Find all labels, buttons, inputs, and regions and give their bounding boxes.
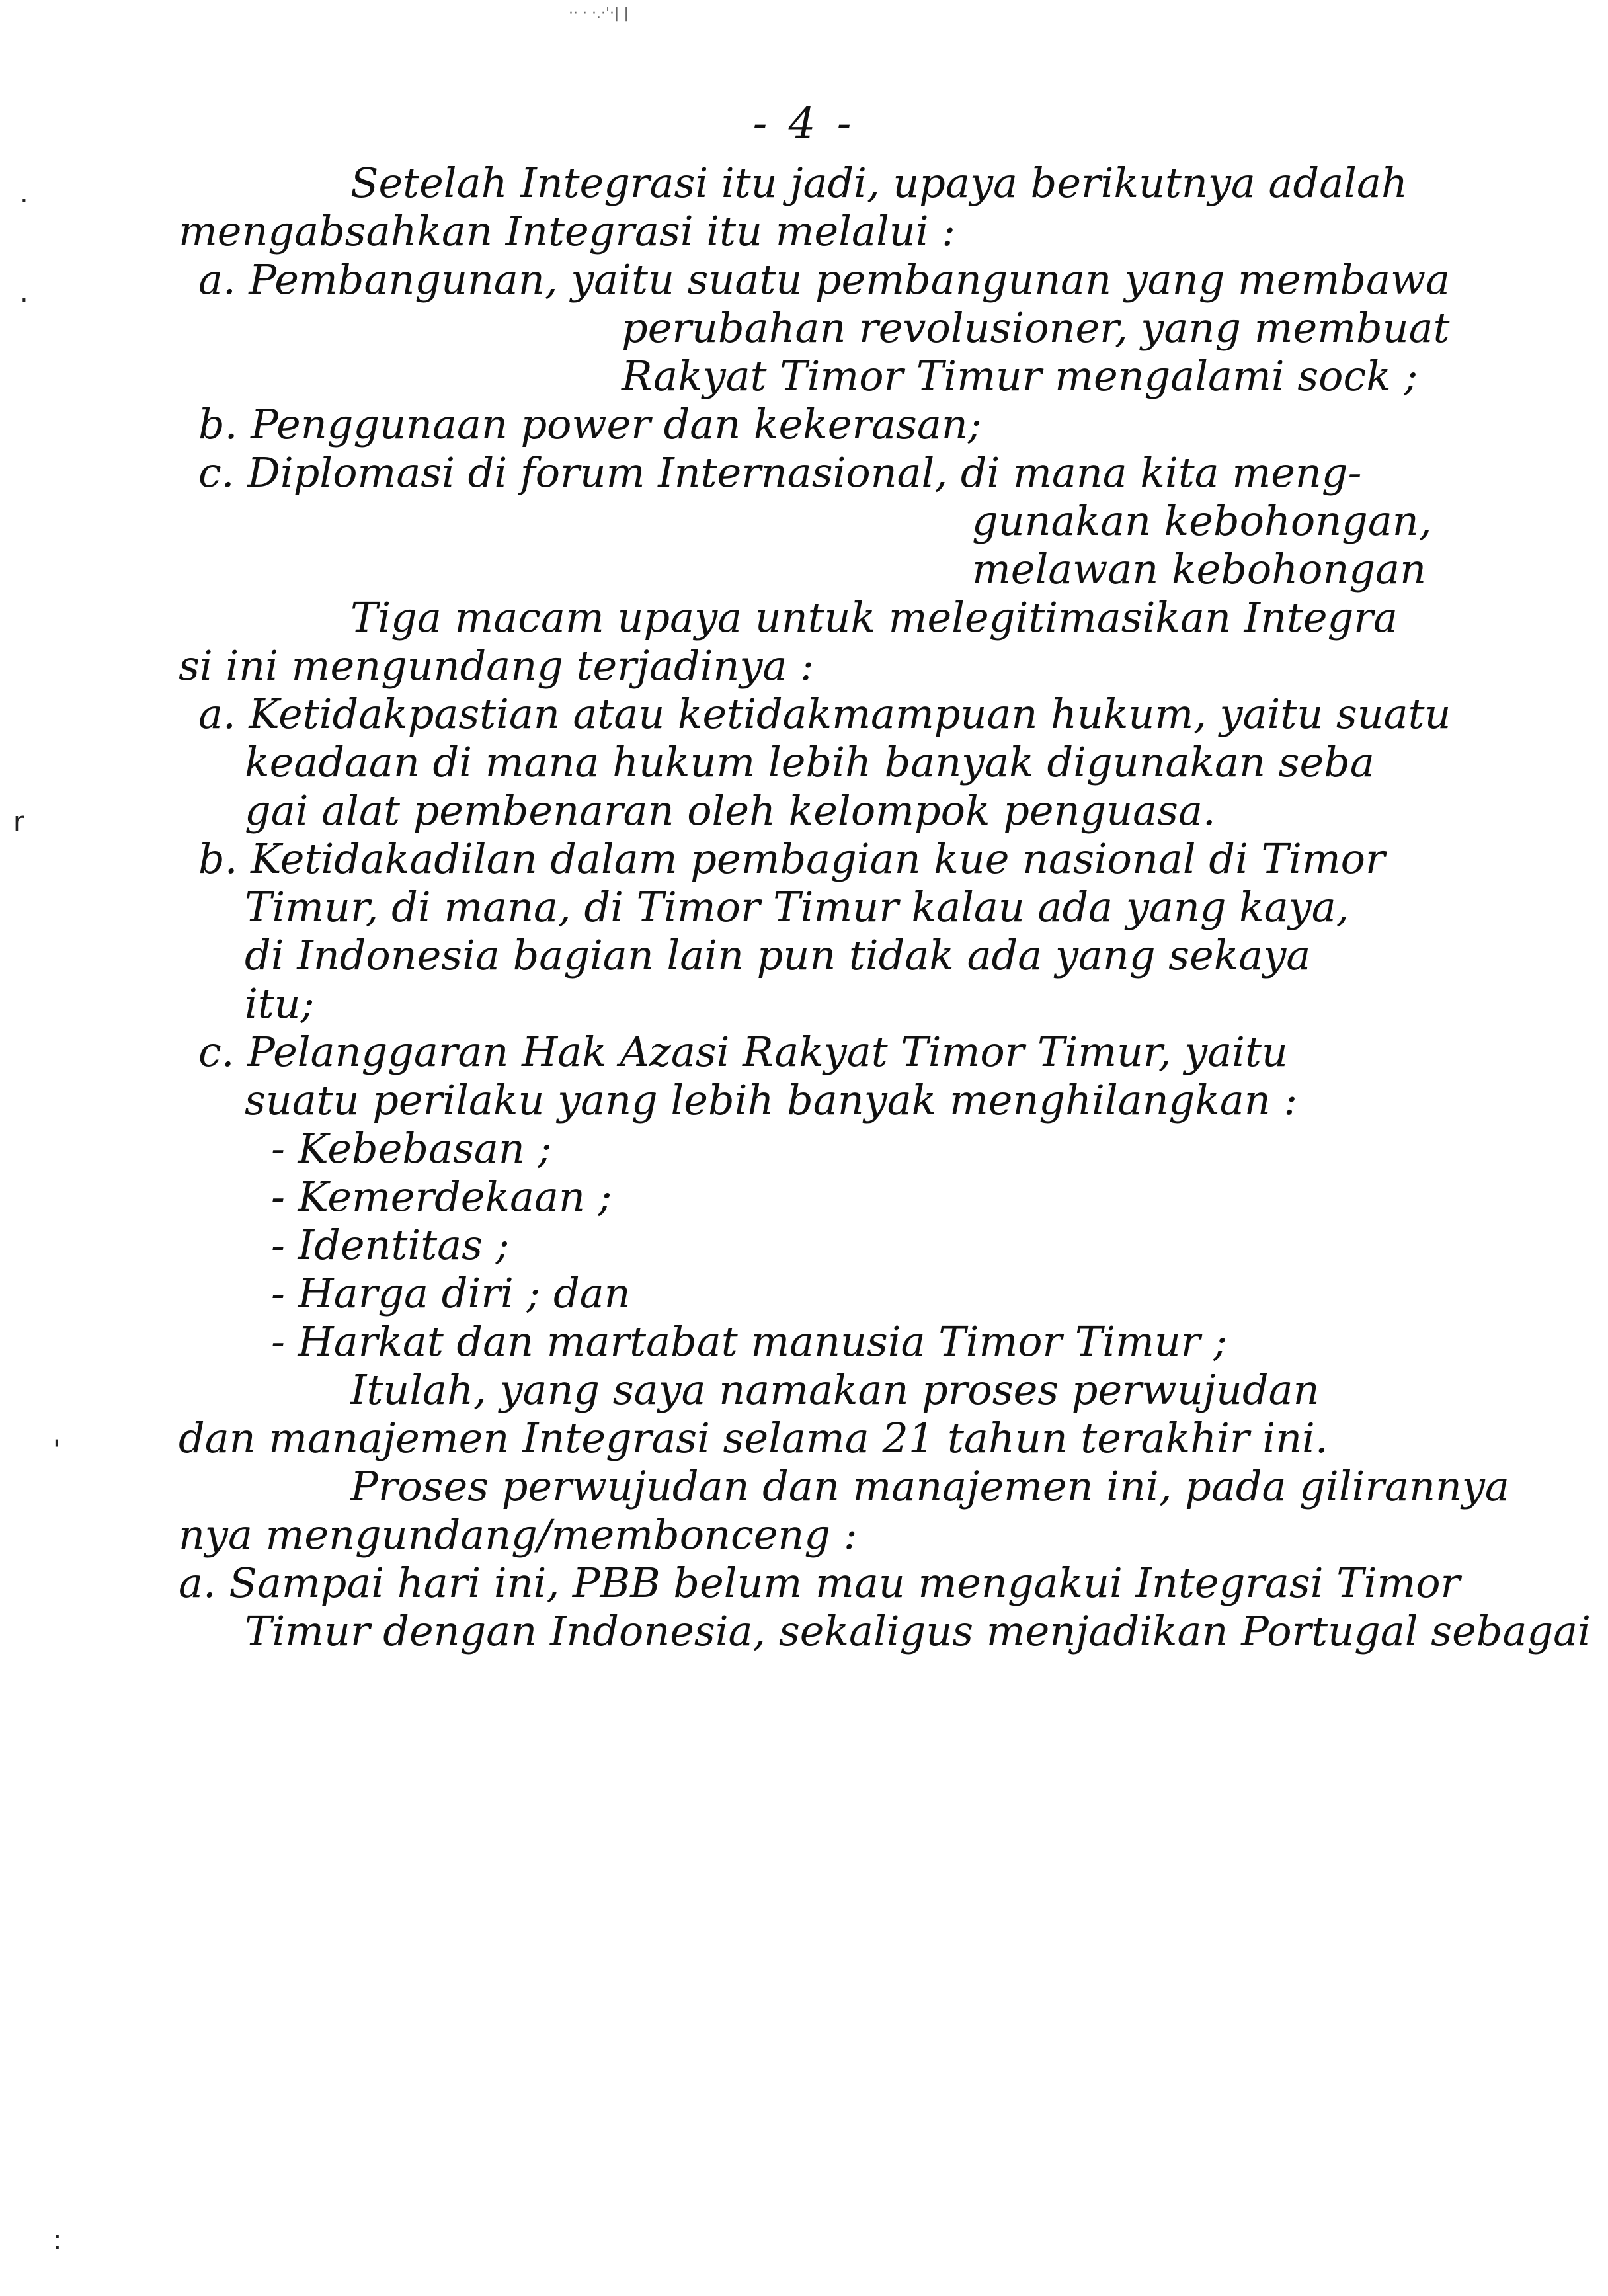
- text-line: mengabsahkan Integrasi itu melalui :: [179, 207, 956, 255]
- text-line: Timur, di mana, di Timor Timur kalau ada yang kaya,: [245, 883, 1349, 931]
- text-line: gai alat pembenaran oleh kelompok penguasa.: [245, 786, 1216, 835]
- scan-artifact: ·· · ·.·'·| |: [569, 5, 629, 22]
- list-item: a. Pembangunan, yaitu suatu pembangunan yang membawa: [198, 255, 1451, 304]
- list-item: a. Sampai hari ini, PBB belum mau mengakui Integrasi Timor: [179, 1559, 1461, 1607]
- text-line: Proses perwujudan dan manajemen ini, pada gilirannya: [350, 1462, 1509, 1510]
- list-item: b. Penggunaan power dan kekerasan;: [198, 400, 982, 448]
- margin-mark: :: [53, 2225, 62, 2256]
- text-line: gunakan kebohongan,: [972, 497, 1432, 545]
- list-item: b. Ketidakadilan dalam pembagian kue nasional di Timor: [198, 835, 1385, 883]
- text-line: Tiga macam upaya untuk melegitimasikan Integra: [350, 593, 1398, 641]
- text-line: Itulah, yang saya namakan proses perwujudan: [350, 1366, 1320, 1414]
- margin-mark: ': [53, 1435, 60, 1465]
- text-line: Rakyat Timor Timur mengalami sock ;: [622, 352, 1418, 400]
- list-item: - Kemerdekaan ;: [271, 1172, 612, 1221]
- margin-mark: r: [13, 807, 24, 837]
- text-line: Timur dengan Indonesia, sekaligus menjadikan Portugal sebagai: [245, 1607, 1591, 1655]
- list-item: - Identitas ;: [271, 1221, 510, 1269]
- handwritten-text: [179, 159, 1591, 1655]
- text-line: itu;: [245, 979, 315, 1028]
- page-number: - 4 -: [752, 99, 856, 148]
- text-line: melawan kebohongan: [972, 545, 1426, 593]
- text-line: keadaan di mana hukum lebih banyak digunakan seba: [245, 738, 1375, 786]
- text-line: suatu perilaku yang lebih banyak menghilangkan :: [245, 1076, 1298, 1124]
- list-item: - Harkat dan martabat manusia Timor Timur ;: [271, 1317, 1228, 1366]
- margin-mark: .: [20, 278, 28, 308]
- list-item: - Harga diri ; dan: [271, 1269, 631, 1317]
- list-item: a. Ketidakpastian atau ketidakmampuan hukum, yaitu suatu: [198, 690, 1451, 738]
- text-line: si ini mengundang terjadinya :: [179, 641, 815, 690]
- text-line: perubahan revolusioner, yang membuat: [622, 304, 1450, 352]
- text-line: di Indonesia bagian lain pun tidak ada yang sekaya: [245, 931, 1311, 979]
- text-line: nya mengundang/membonceng :: [179, 1510, 858, 1559]
- list-item: - Kebebasan ;: [271, 1124, 552, 1172]
- text-line: Setelah Integrasi itu jadi, upaya berikutnya adalah: [350, 159, 1408, 207]
- list-item: c. Pelanggaran Hak Azasi Rakyat Timor Timur, yaitu: [198, 1028, 1288, 1076]
- text-line: dan manajemen Integrasi selama 21 tahun terakhir ini.: [179, 1414, 1328, 1462]
- margin-mark: .: [20, 179, 28, 209]
- list-item: c. Diplomasi di forum Internasional, di mana kita meng-: [198, 448, 1362, 497]
